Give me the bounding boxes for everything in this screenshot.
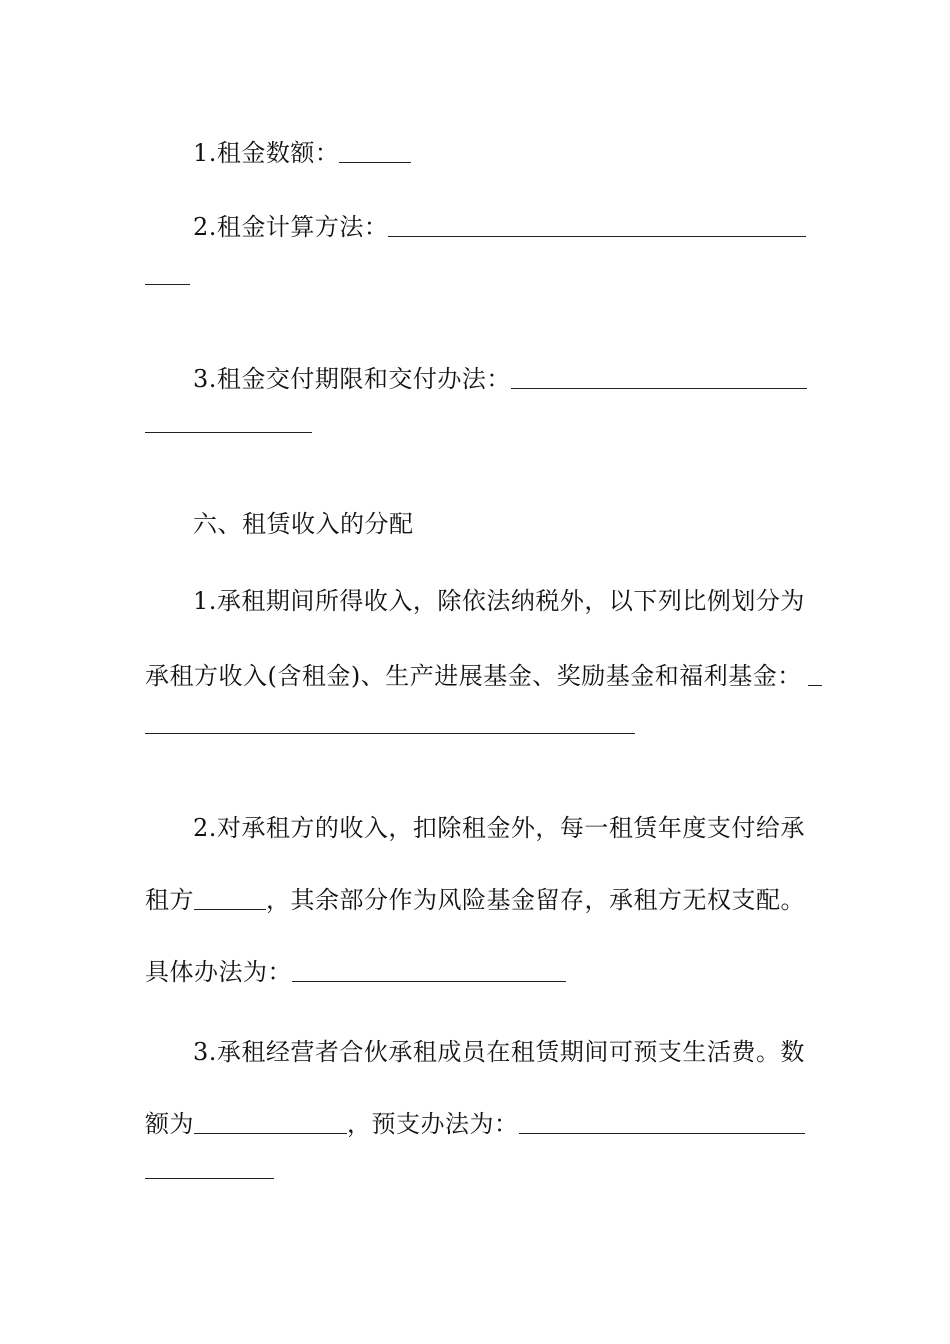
living-expense-line-1 bbox=[193, 1037, 805, 1067]
rent-payment-blank bbox=[511, 388, 807, 389]
lessee-income-text-2a: 租方 bbox=[145, 886, 194, 914]
income-distribution-text-1: 1.承租期间所得收入，除依法纳税外，以下列比例划分为 bbox=[193, 587, 805, 615]
living-expense-text-2a: 额为 bbox=[145, 1110, 194, 1138]
rent-calc-blank bbox=[388, 236, 806, 237]
rent-amount-blank bbox=[339, 162, 411, 163]
advance-method-blank bbox=[519, 1133, 805, 1134]
income-distribution-continuation bbox=[145, 733, 635, 734]
living-expense-text-1: 3.承租经营者合伙承租成员在租赁期间可预支生活费。数 bbox=[193, 1038, 805, 1066]
rent-payment-line bbox=[193, 364, 807, 394]
section-six-title: 六、租赁收入的分配 bbox=[193, 510, 414, 538]
specific-method-label: 具体办法为： bbox=[145, 958, 292, 986]
advance-method-continuation bbox=[145, 1178, 274, 1179]
advance-method-blank-cont bbox=[145, 1178, 274, 1179]
lessee-income-text-1: 2.对承租方的收入，扣除租金外，每一租赁年度支付给承 bbox=[193, 814, 805, 842]
living-expense-text-2b: ，预支办法为： bbox=[347, 1110, 519, 1138]
rent-payment-label: 3.租金交付期限和交付办法： bbox=[193, 365, 511, 393]
income-distribution-blank-cont bbox=[145, 733, 635, 734]
lessee-income-line-1 bbox=[193, 813, 805, 843]
living-expense-line-2 bbox=[145, 1109, 805, 1139]
section-six-heading bbox=[193, 509, 414, 539]
rent-payment-blank-cont bbox=[145, 432, 312, 433]
specific-method-blank bbox=[292, 981, 566, 982]
rent-amount-line bbox=[193, 138, 411, 168]
specific-method-line bbox=[145, 957, 566, 987]
income-distribution-text-2: 承租方收入(含租金)、生产进展基金、奖励基金和福利基金： bbox=[145, 662, 802, 690]
rent-amount-label: 1.租金数额： bbox=[193, 139, 340, 167]
lessee-income-line-2 bbox=[145, 885, 805, 915]
lessee-income-text-2b: ，其余部分作为风险基金留存，承租方无权支配。 bbox=[266, 886, 805, 914]
income-distribution-line-2 bbox=[145, 661, 822, 691]
living-expense-amount-blank bbox=[194, 1133, 347, 1134]
income-distribution-line-1 bbox=[193, 586, 805, 616]
rent-calc-label: 2.租金计算方法： bbox=[193, 213, 389, 241]
lessee-income-blank bbox=[194, 909, 266, 910]
rent-payment-continuation bbox=[145, 432, 312, 433]
rent-calc-continuation bbox=[145, 284, 190, 285]
rent-calc-blank-cont bbox=[145, 284, 190, 285]
income-distribution-blank bbox=[808, 685, 822, 686]
rent-calc-line bbox=[193, 212, 806, 242]
